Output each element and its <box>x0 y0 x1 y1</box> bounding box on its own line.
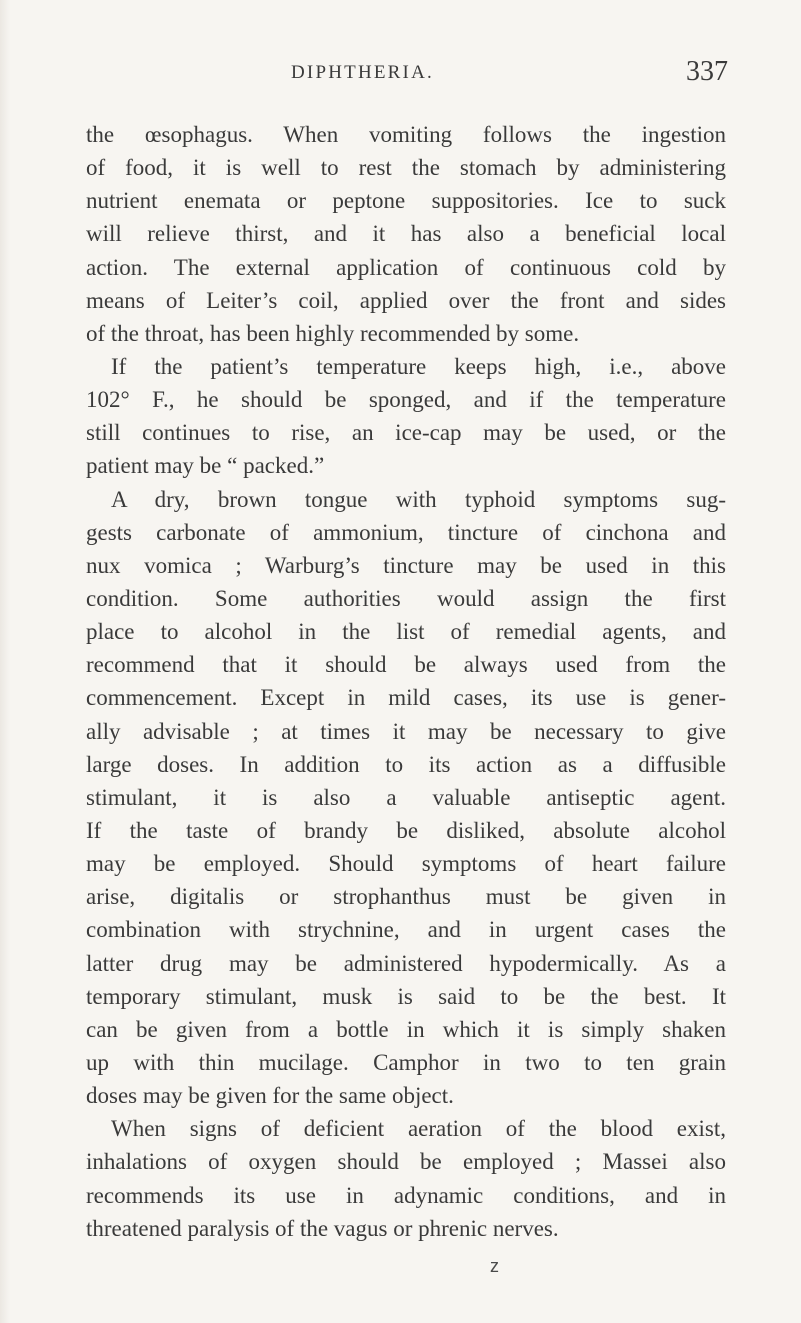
text-line: recommend that it should be always used from the <box>86 652 726 678</box>
text-line: up with thin mucilage. Camphor in two to ten grain <box>86 1049 726 1075</box>
text-line: threatened paralysis of the vagus or phrenic nerves. <box>86 1215 559 1241</box>
text-line: will relieve thirst, and it has also a beneficial local <box>86 221 726 247</box>
page-edge-shadow <box>0 0 10 1323</box>
text-line: recommends its use in adynamic conditions, and in <box>86 1182 726 1208</box>
text-line: means of Leiter’s coil, applied over the front and sides <box>86 287 726 313</box>
text-line: the œsophagus. When vomiting follows the ingestion <box>86 122 726 147</box>
text-line: A dry, brown tongue with typhoid symptoms sug- <box>111 486 726 512</box>
signature-mark: z <box>490 1256 499 1276</box>
text-line: place to alcohol in the list of remedial agents, and <box>86 619 726 645</box>
text-line: temporary stimulant, musk is said to be the best. It <box>86 983 726 1009</box>
text-line: When signs of deficient aeration of the blood exist, <box>111 1116 726 1142</box>
running-title: DIPHTHERIA. <box>291 62 434 83</box>
text-line: If the taste of brandy be disliked, absolute alcohol <box>86 817 726 843</box>
text-line: doses may be given for the same object. <box>86 1083 454 1109</box>
page-header <box>0 56 801 102</box>
text-line: of the throat, has been highly recommended by some. <box>86 320 580 346</box>
text-line: condition. Some authorities would assign the first <box>86 585 726 611</box>
text-line: 102° F., he should be sponged, and if the temperature <box>86 387 726 413</box>
text-line: nux vomica ; Warburg’s tincture may be used in this <box>86 552 726 578</box>
text-line: inhalations of oxygen should be employed ; Massei also <box>86 1149 726 1175</box>
page-number: 337 <box>686 56 728 87</box>
text-line: large doses. In addition to its action as a diffusible <box>86 751 726 777</box>
text-line: commencement. Except in mild cases, its use is gener- <box>86 685 726 711</box>
text-line: may be employed. Should symptoms of heart failure <box>86 851 726 877</box>
text-line: patient may be “ packed.” <box>86 453 325 479</box>
text-line: nutrient enemata or peptone suppositories. Ice to suck <box>86 188 726 214</box>
text-line: If the patient’s temperature keeps high, i.e., above <box>111 353 726 379</box>
text-line: can be given from a bottle in which it is simply shaken <box>86 1016 726 1042</box>
text-line: action. The external application of continuous cold by <box>86 254 726 280</box>
body-text <box>86 118 726 1245</box>
text-line: of food, it is well to rest the stomach by administering <box>86 155 726 181</box>
text-line: arise, digitalis or strophanthus must be given in <box>86 884 726 910</box>
text-line: still continues to rise, an ice-cap may be used, or the <box>86 420 726 446</box>
text-line: latter drug may be administered hypodermically. As a <box>86 950 726 976</box>
text-line: ally advisable ; at times it may be necessary to give <box>86 718 726 744</box>
text-line: gests carbonate of ammonium, tincture of cinchona and <box>86 519 726 545</box>
text-line: combination with strychnine, and in urgent cases the <box>86 917 726 943</box>
text-line: stimulant, it is also a valuable antiseptic agent. <box>86 784 726 810</box>
